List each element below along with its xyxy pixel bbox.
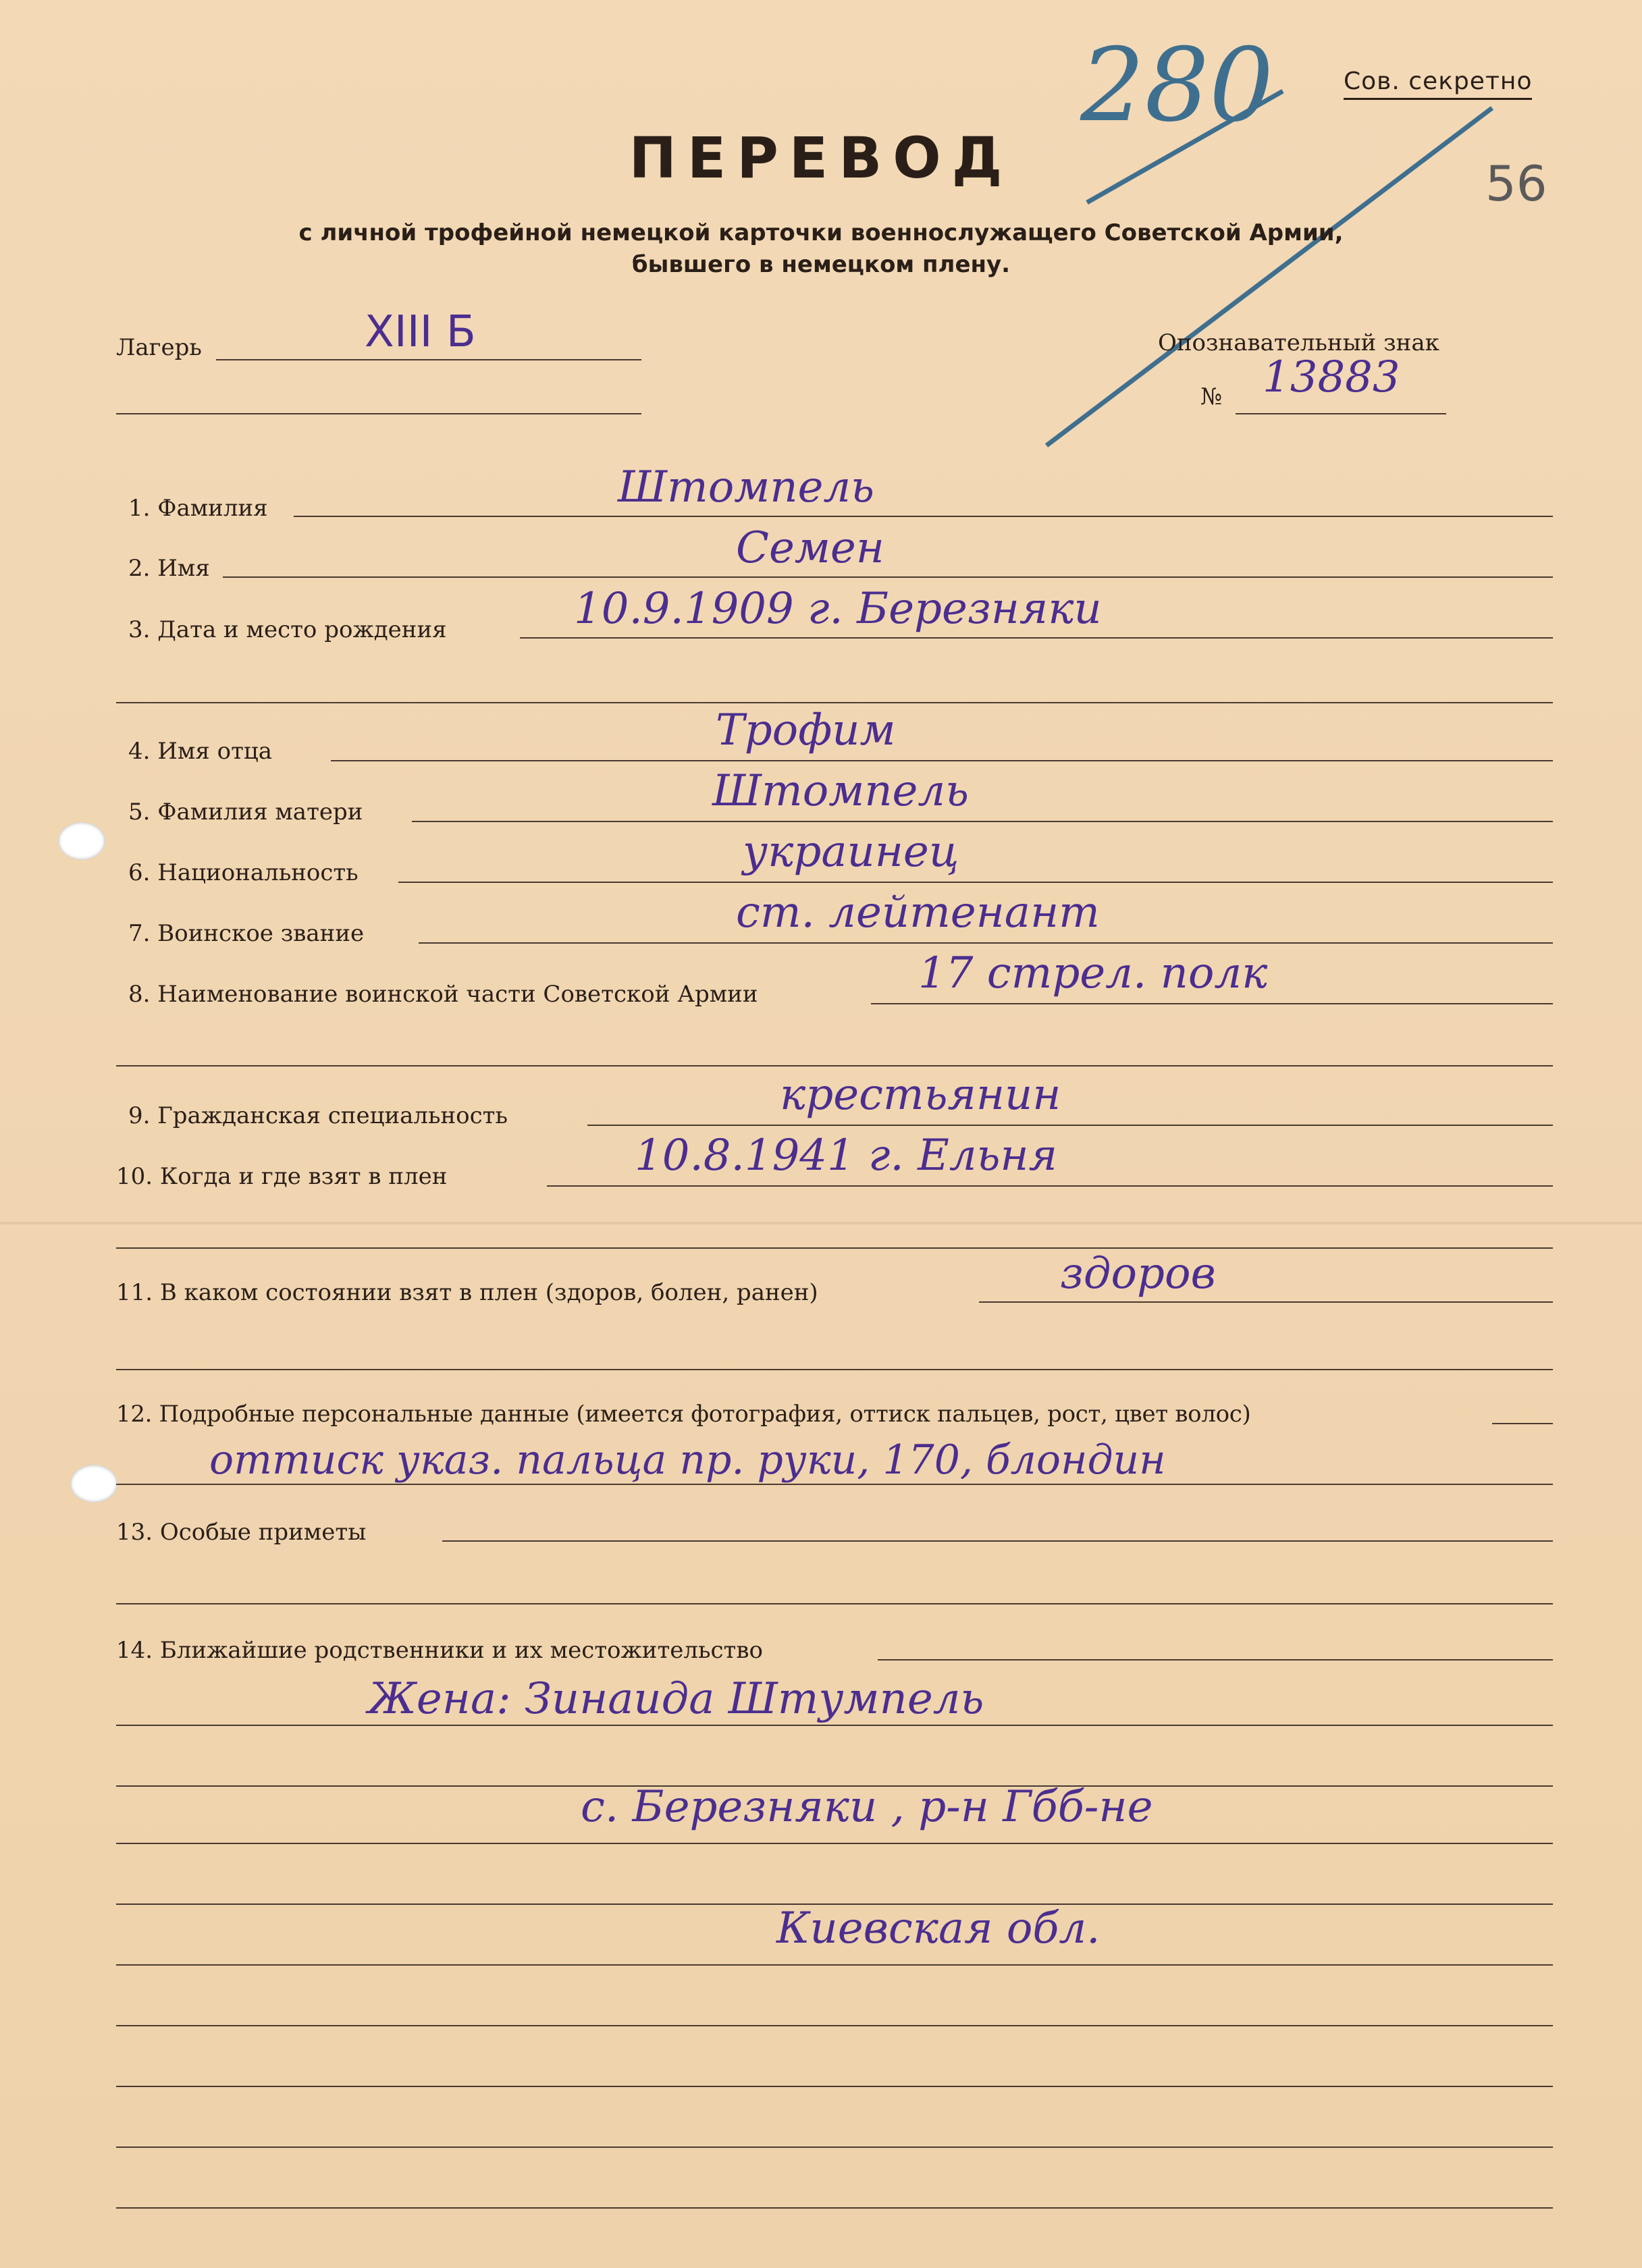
field-relatives-label: 14. Ближайшие родственники и их местожительство — [116, 1637, 763, 1664]
field-name-label: 2. Имя — [128, 555, 210, 582]
field-nationality-line — [398, 882, 1553, 883]
id-tag-value: 13883 — [1263, 352, 1400, 402]
relatives-line-e — [116, 1964, 1553, 1966]
field-mother-label: 5. Фамилия матери — [128, 799, 363, 826]
field-mother-line — [412, 821, 1553, 822]
field-captured-value: 10.8.1941 г. Ельня — [635, 1131, 1057, 1181]
field-rank-label: 7. Воинское звание — [128, 920, 365, 947]
field-condition-label: 11. В каком состоянии взят в плен (здоров, болен, ранен) — [116, 1279, 818, 1306]
relatives-line-g — [116, 2086, 1553, 2087]
field-surname-line — [294, 516, 1553, 517]
field-surname-value: Штомпель — [618, 462, 874, 512]
field-unit-value: 17 стрел. полк — [918, 948, 1268, 998]
field-unit-label: 8. Наименование воинской части Советской Армии — [128, 981, 758, 1008]
field-unit-line — [871, 1003, 1553, 1004]
field-father-label: 4. Имя отца — [128, 738, 273, 765]
field-captured-label: 10. Когда и где взят в плен — [116, 1163, 448, 1190]
field-personal-line-end — [1492, 1423, 1553, 1424]
field-mother-value: Штомпель — [712, 766, 969, 816]
field-condition-line — [979, 1301, 1553, 1303]
field-surname-label: 1. Фамилия — [128, 495, 268, 522]
field-personal-label: 12. Подробные персональные данные (имеется фотография, оттиск пальцев, рост, цвет волос) — [116, 1401, 1251, 1428]
field-name-line — [223, 576, 1553, 578]
archive-number-handwritten: 280 — [1080, 27, 1274, 144]
field-condition-value: здоров — [1060, 1249, 1216, 1299]
classification-stamp: Сов. секретно — [1344, 68, 1532, 100]
field-features-line — [442, 1540, 1553, 1542]
field-occupation-value: крестьянин — [780, 1070, 1061, 1120]
field-father-line — [331, 760, 1553, 761]
field-birth-label: 3. Дата и место рождения — [128, 616, 447, 643]
field-birth-value: 10.9.1909 г. Березняки — [574, 584, 1102, 634]
id-tag-number-sign: № — [1200, 383, 1223, 410]
field-personal-line-2 — [116, 1484, 1553, 1485]
relatives-line-i — [116, 2207, 1553, 2209]
field-birth-line — [520, 637, 1553, 639]
field-relatives-line — [878, 1659, 1553, 1660]
field-condition-line-2 — [116, 1369, 1553, 1370]
camp-line-2 — [116, 413, 641, 414]
relatives-line-a — [116, 1725, 1553, 1726]
field-rank-line — [419, 942, 1553, 944]
camp-value: XIII Б — [365, 307, 476, 357]
id-tag-label: Опознавательный знак — [1158, 329, 1439, 356]
page-number-pencil: 56 — [1485, 155, 1547, 212]
relatives-wife: Жена: Зинаида Штумпель — [368, 1674, 984, 1724]
id-tag-line — [1236, 413, 1446, 414]
field-father-value: Трофим — [716, 705, 896, 755]
field-personal-value: оттиск указ. пальца пр. руки, 170, блондин — [209, 1436, 1166, 1484]
document-subtitle-line2: бывшего в немецком плену. — [631, 251, 1011, 278]
field-captured-line — [547, 1185, 1553, 1187]
document-title: ПЕРЕВОД — [629, 125, 1013, 191]
field-unit-line-2 — [116, 1065, 1553, 1066]
camp-label: Лагерь — [116, 334, 202, 361]
field-rank-value: ст. лейтенант — [736, 888, 1100, 938]
field-occupation-label: 9. Гражданская специальность — [128, 1102, 508, 1129]
field-birth-line-2 — [116, 702, 1553, 703]
document-subtitle-line1: с личной трофейной немецкой карточки военнослужащего Советской Армии, — [298, 219, 1344, 246]
relatives-village: с. Березняки , р-н Гбб-не — [581, 1782, 1153, 1832]
field-occupation-line — [587, 1125, 1553, 1126]
field-captured-line-2 — [116, 1247, 1553, 1249]
field-features-line-2 — [116, 1603, 1553, 1604]
relatives-line-h — [116, 2146, 1553, 2148]
field-name-value: Семен — [736, 523, 884, 573]
field-features-label: 13. Особые приметы — [116, 1519, 367, 1546]
relatives-line-c — [116, 1843, 1553, 1844]
relatives-line-f — [116, 2025, 1553, 2026]
relatives-region: Киевская обл. — [776, 1904, 1101, 1953]
field-nationality-value: украинец — [743, 827, 959, 877]
field-nationality-label: 6. Национальность — [128, 859, 359, 886]
camp-line — [216, 359, 641, 360]
